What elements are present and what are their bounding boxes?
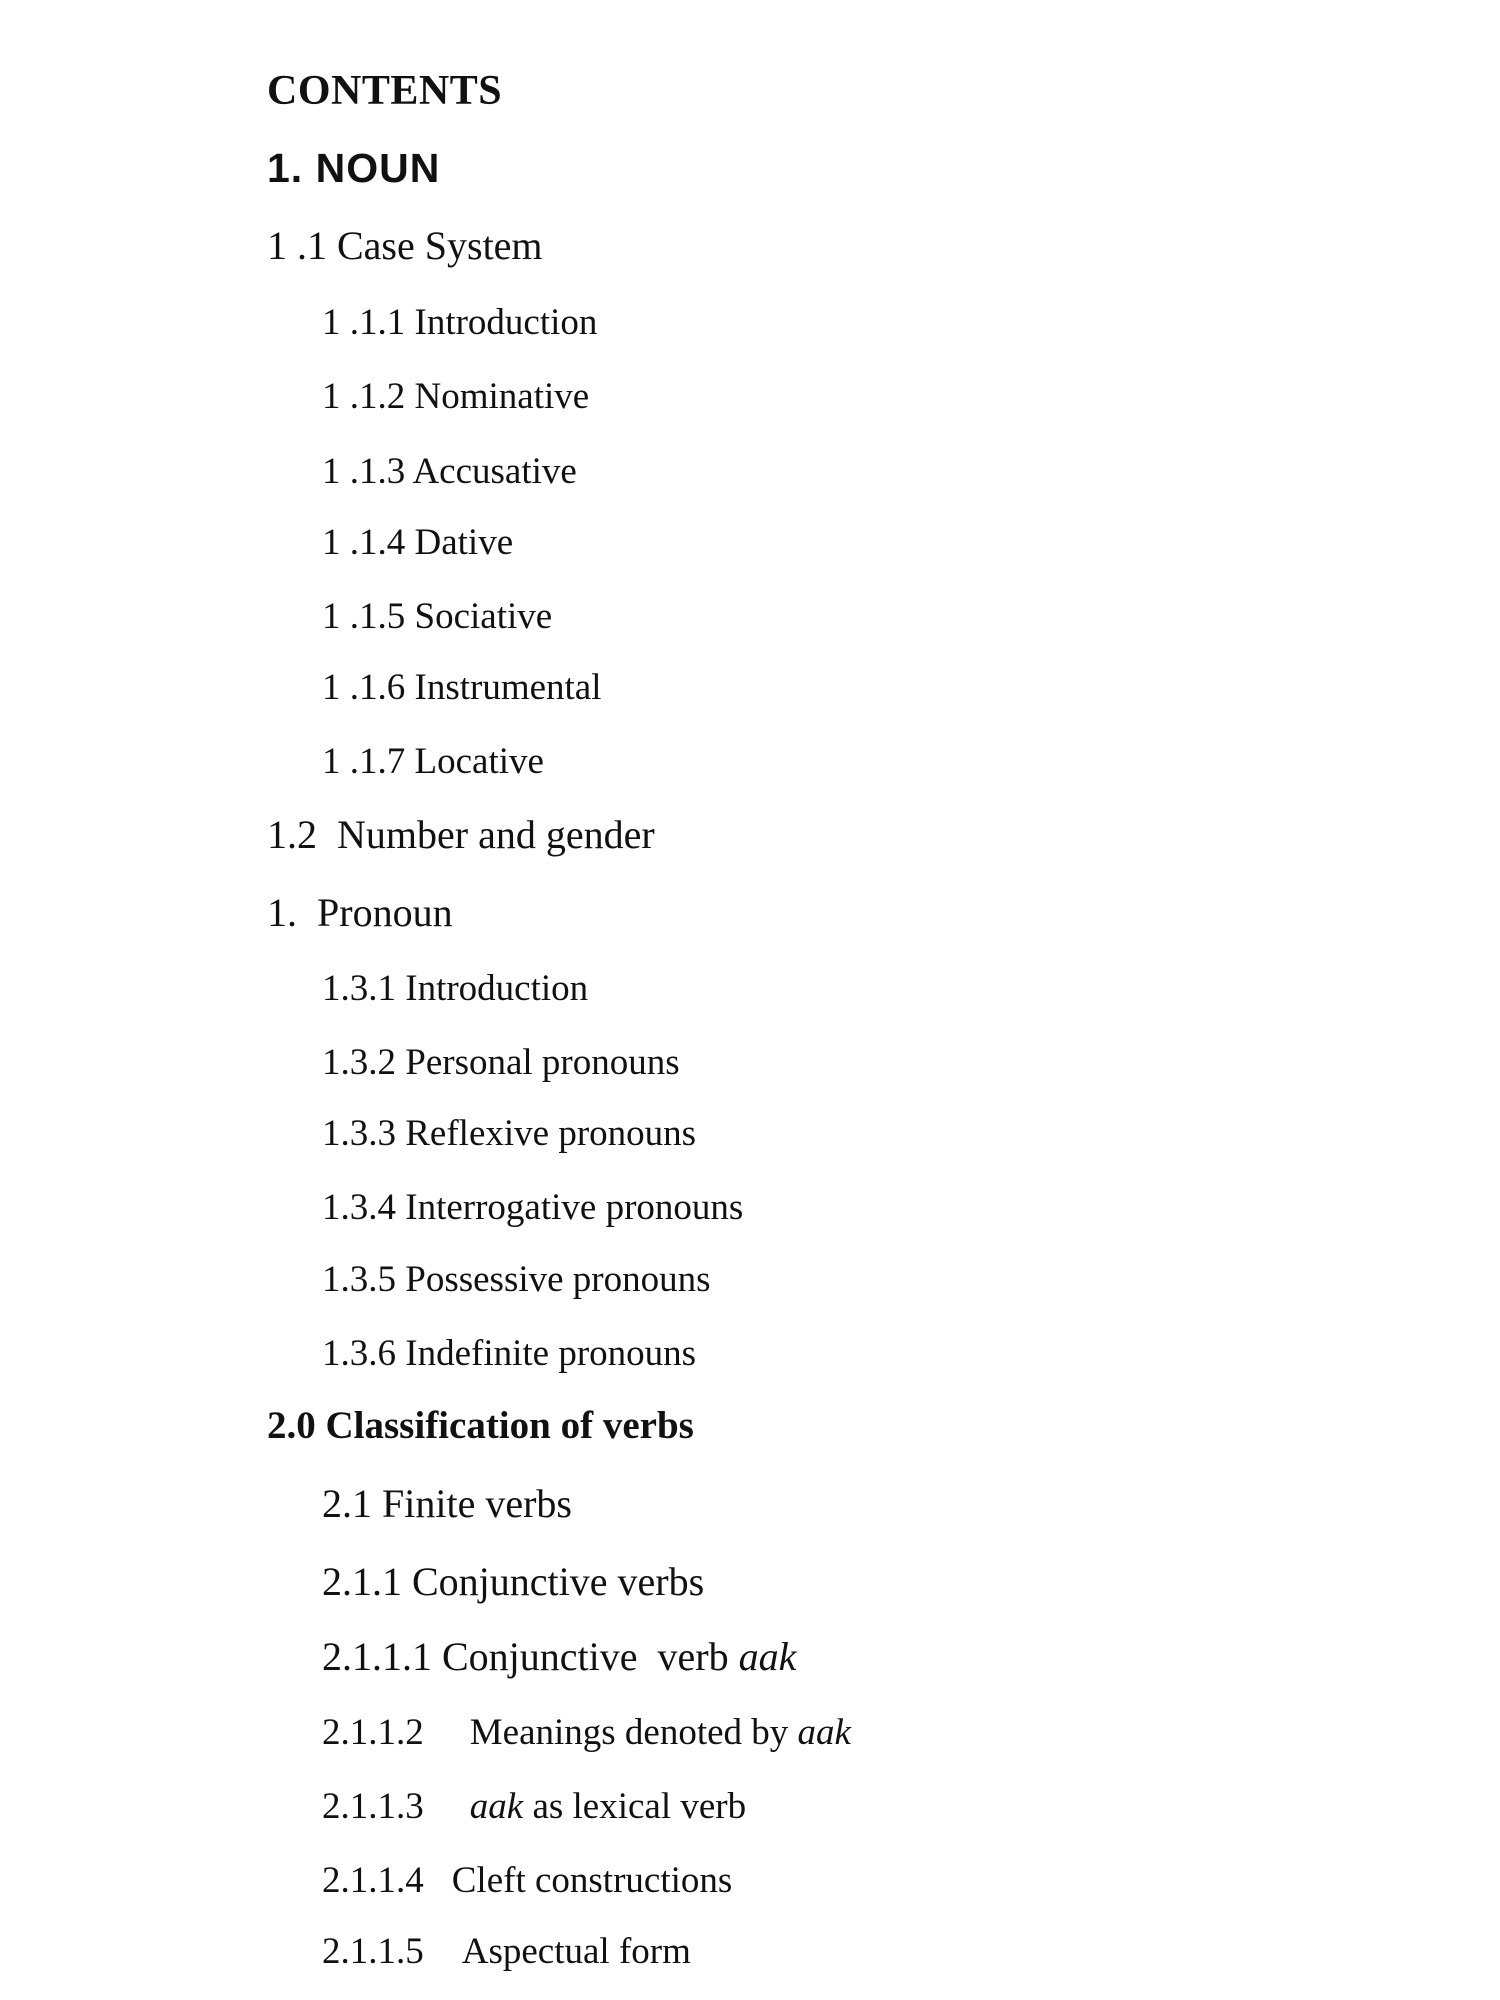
toc-entry-italic-term: aak (738, 1634, 797, 1679)
toc-entry-text: Aspectual form (461, 1931, 691, 1972)
toc-entry-classification-of-verbs[interactable]: 2.0 Classification of verbs (267, 1404, 694, 1447)
toc-entry-text: Cleft constructions (451, 1860, 733, 1901)
toc-entry-interrogative-pronouns[interactable]: 1.3.4 Interrogative pronouns (322, 1187, 744, 1228)
toc-entry-text: as lexical verb (523, 1786, 747, 1827)
toc-entry-cleft-constructions[interactable] (322, 1862, 732, 1899)
toc-entry-case-system[interactable]: 1 .1 Case System (267, 223, 543, 268)
toc-entry-number: 2.1.1.2 (322, 1712, 424, 1753)
toc-entry-conjunctive-verbs[interactable]: 2.1.1 Conjunctive verbs (322, 1559, 705, 1604)
toc-entry-nominative[interactable]: 1 .1.2 Nominative (322, 376, 590, 417)
contents-title: CONTENTS (267, 68, 503, 114)
toc-entry-italic-term: aak (797, 1712, 851, 1753)
toc-entry-number: 2.1.1.5 (322, 1931, 424, 1972)
toc-entry-italic-term: aak (469, 1786, 524, 1827)
toc-entry-aspectual-form[interactable] (322, 1933, 691, 1970)
toc-entry-conjunctive-verb-aak[interactable] (322, 1634, 797, 1679)
toc-entry-aak-as-lexical-verb[interactable] (322, 1788, 746, 1825)
toc-entry-sociative[interactable]: 1 .1.5 Sociative (322, 596, 553, 637)
toc-entry-text: Meanings denoted by (469, 1712, 798, 1753)
toc-entry-pronoun[interactable]: 1. Pronoun (267, 890, 453, 935)
toc-entry-number: 2.1.1.3 (322, 1786, 424, 1827)
toc-entry-indefinite-pronouns[interactable]: 1.3.6 Indefinite pronouns (322, 1333, 697, 1374)
toc-entry-instrumental[interactable]: 1 .1.6 Instrumental (322, 667, 602, 708)
toc-entry-personal-pronouns[interactable]: 1.3.2 Personal pronouns (322, 1042, 680, 1083)
toc-entry-finite-verbs[interactable]: 2.1 Finite verbs (322, 1481, 572, 1526)
toc-entry-number-and-gender[interactable]: 1.2 Number and gender (267, 812, 655, 857)
toc-entry-reflexive-pronouns[interactable]: 1.3.3 Reflexive pronouns (322, 1113, 697, 1154)
toc-entry-pronoun-introduction[interactable]: 1.3.1 Introduction (322, 968, 589, 1009)
toc-entry-text: 2.1.1.1 Conjunctive verb (322, 1634, 739, 1679)
toc-entry-noun[interactable]: 1. NOUN (267, 145, 441, 191)
toc-entry-number: 2.1.1.4 (322, 1860, 424, 1901)
toc-entry-dative[interactable]: 1 .1.4 Dative (322, 522, 514, 563)
toc-entry-locative[interactable]: 1 .1.7 Locative (322, 741, 544, 782)
toc-entry-case-introduction[interactable]: 1 .1.1 Introduction (322, 302, 598, 343)
toc-entry-possessive-pronouns[interactable]: 1.3.5 Possessive pronouns (322, 1259, 711, 1300)
toc-entry-accusative[interactable]: 1 .1.3 Accusative (322, 451, 577, 492)
toc-entry-meanings-denoted-by-aak[interactable] (322, 1714, 851, 1751)
